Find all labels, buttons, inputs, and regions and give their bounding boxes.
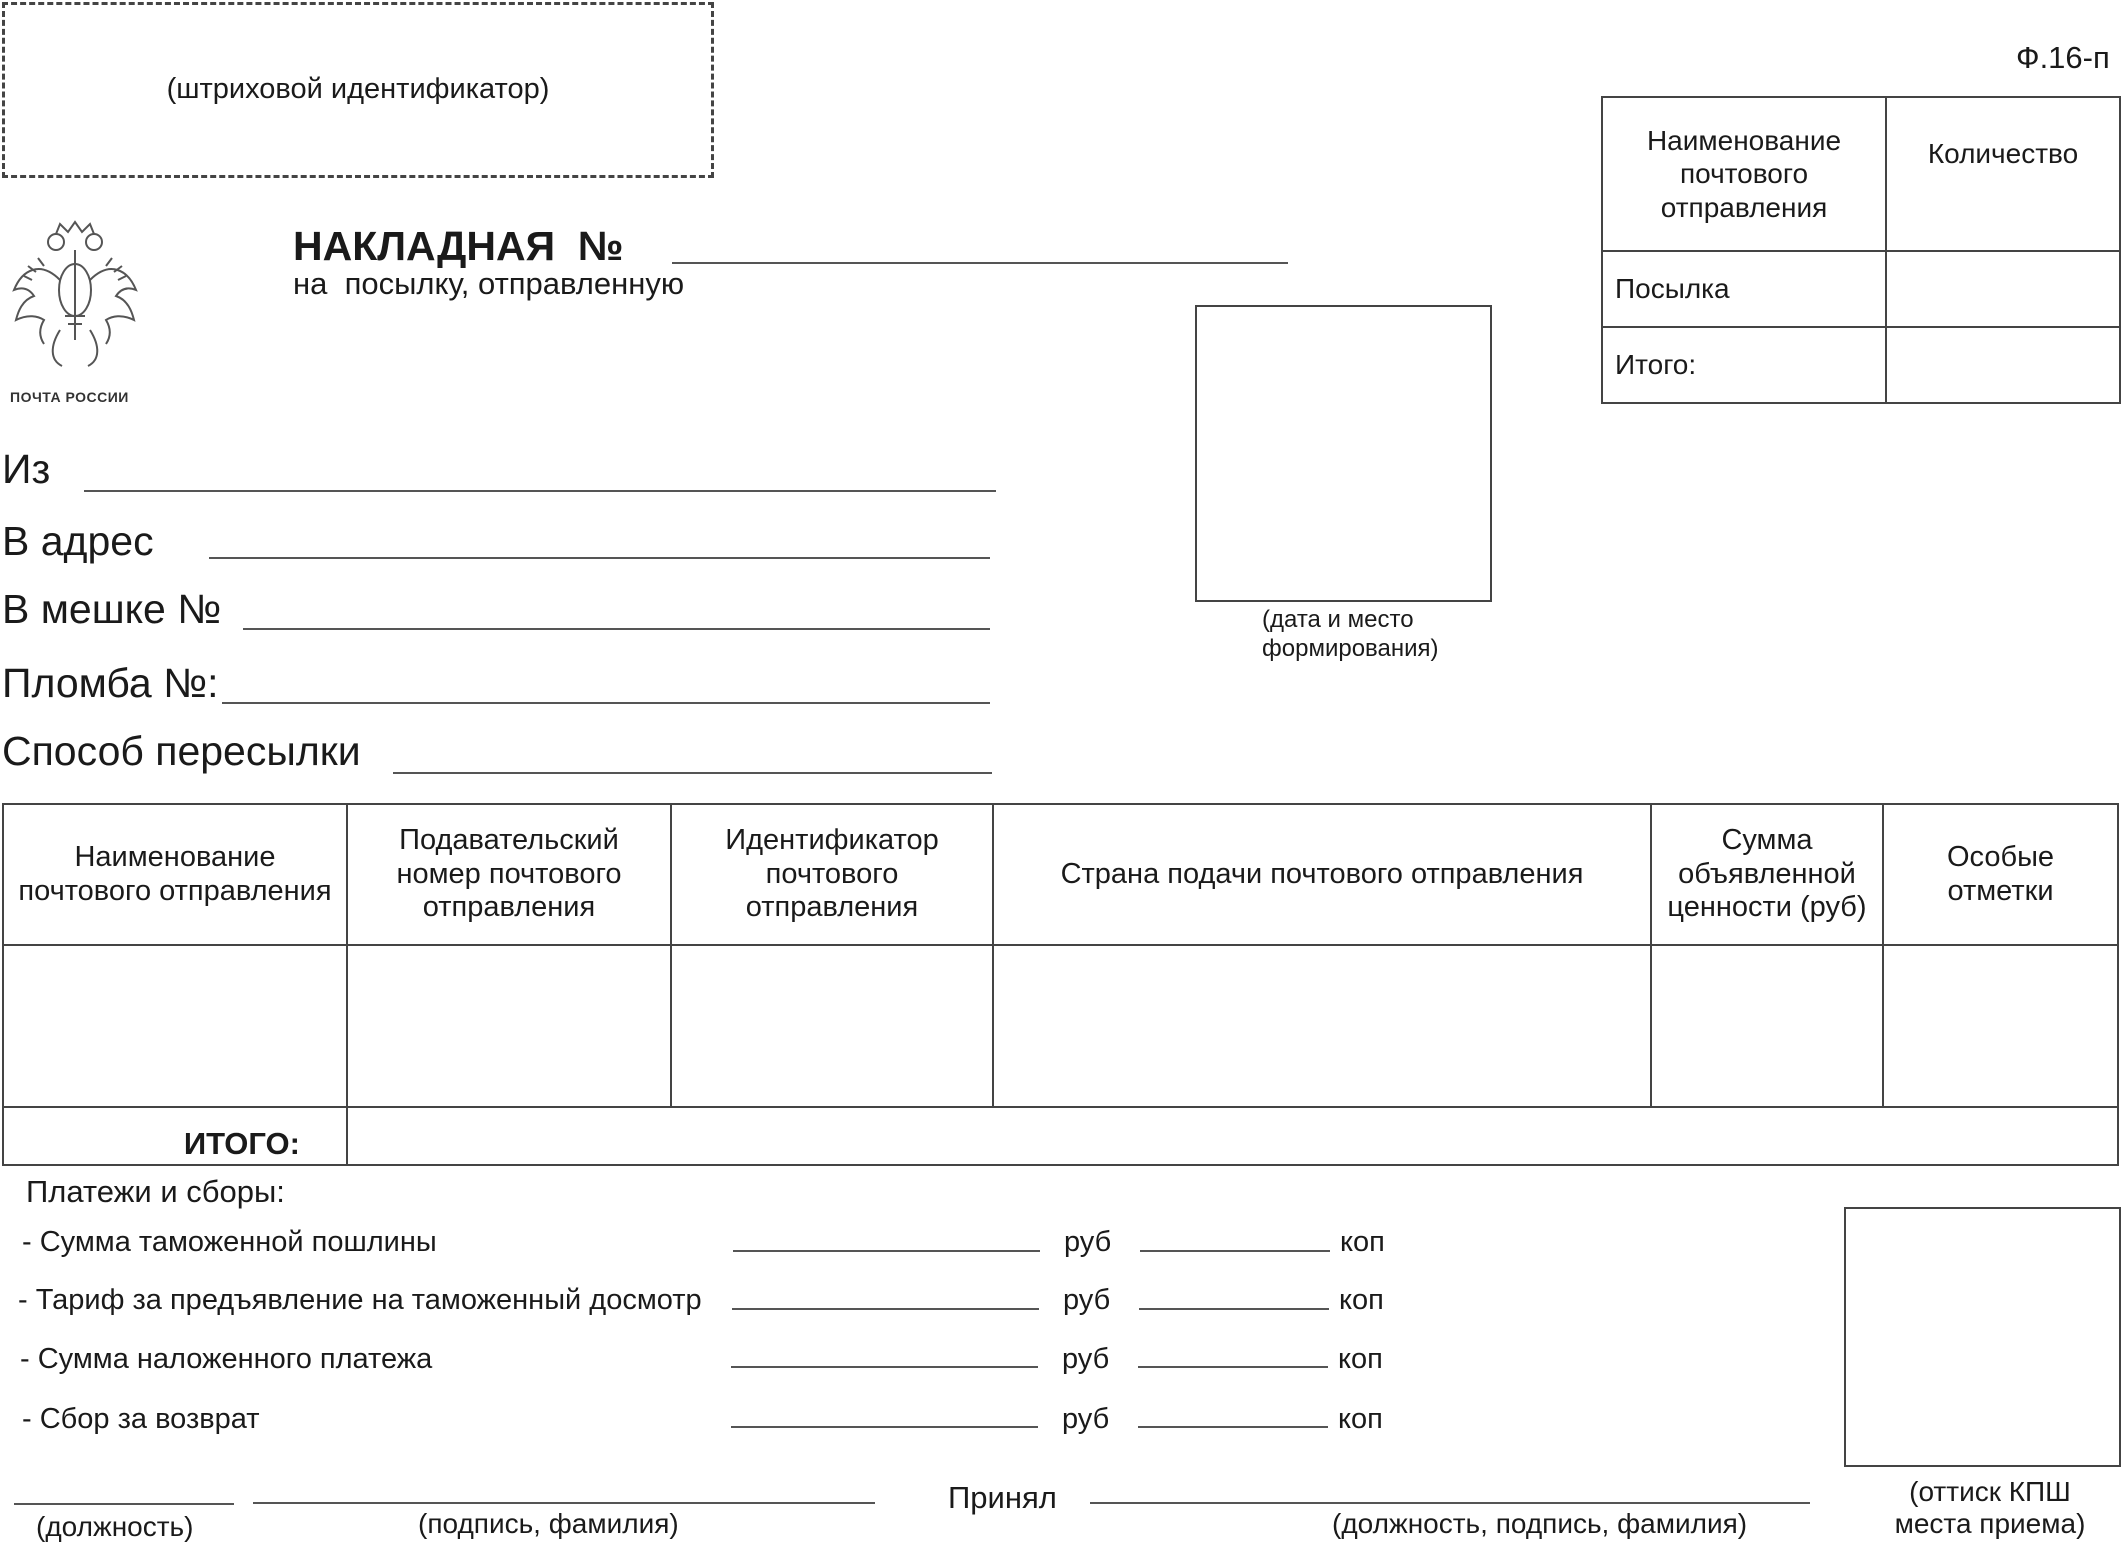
accepted-label: Принял (948, 1480, 1057, 1515)
cod-rub-label: руб (1062, 1343, 1110, 1375)
bag-number-label: В мешке № (2, 586, 222, 632)
col-header-item-name: Наименование почтового отправления (3, 804, 347, 945)
cell-declared-value[interactable] (1651, 945, 1883, 1107)
customs-duty-rub-label: руб (1064, 1226, 1112, 1258)
payment-row-return-fee: - Сбор за возврат (22, 1403, 260, 1435)
cell-item-name[interactable] (3, 945, 347, 1107)
qty-row-parcel-label: Посылка (1602, 251, 1886, 327)
inspection-fee-kop-label: коп (1339, 1284, 1384, 1316)
date-place-caption (1262, 606, 1439, 664)
total-label: ИТОГО: (3, 1107, 347, 1165)
qty-header-count: Количество (1886, 97, 2120, 251)
inspection-fee-rub-line[interactable] (732, 1308, 1039, 1310)
qty-header-name: Наименование почтового отправления (1602, 97, 1886, 251)
shipping-method-label: Способ пересылки (2, 728, 361, 774)
customs-duty-rub-line[interactable] (733, 1250, 1040, 1252)
customs-duty-kop-line[interactable] (1140, 1250, 1330, 1252)
cell-country[interactable] (993, 945, 1651, 1107)
position-line[interactable] (14, 1503, 234, 1505)
cod-kop-line[interactable] (1138, 1366, 1328, 1368)
return-fee-rub-label: руб (1062, 1403, 1110, 1435)
cell-sender-number[interactable] (347, 945, 671, 1107)
signature-name-line[interactable] (253, 1502, 875, 1504)
inspection-fee-rub-label: руб (1063, 1284, 1111, 1316)
shipments-table (2, 803, 2119, 1166)
russian-post-logo (10, 220, 140, 405)
to-address-line[interactable] (209, 557, 990, 559)
return-fee-kop-line[interactable] (1138, 1426, 1328, 1428)
accepted-caption: (должность, подпись, фамилия) (1332, 1508, 1748, 1539)
payment-row-customs-duty: - Сумма таможенной пошлины (22, 1226, 437, 1258)
total-value-cell[interactable] (347, 1107, 2118, 1165)
logo-caption: ПОЧТА РОССИИ (10, 389, 129, 405)
inspection-fee-kop-line[interactable] (1139, 1308, 1329, 1310)
qty-row-total-label: Итого: (1602, 327, 1886, 403)
bag-number-line[interactable] (243, 628, 990, 630)
from-line[interactable] (84, 490, 996, 492)
qty-row-parcel-value[interactable] (1886, 251, 2120, 327)
date-place-caption-line2: формирования) (1262, 634, 1439, 662)
cell-identifier[interactable] (671, 945, 993, 1107)
form-code: Ф.16-п (2016, 40, 2110, 75)
seal-number-line[interactable] (222, 702, 990, 704)
acceptance-stamp-caption (1880, 1476, 2100, 1540)
acceptance-stamp-caption-line1: (оттиск КПШ (1909, 1476, 2071, 1507)
payments-title: Платежи и сборы: (26, 1174, 285, 1209)
col-header-country: Страна подачи почтового отправления (993, 804, 1651, 945)
to-address-label: В адрес (2, 518, 154, 564)
barcode-box (2, 2, 714, 178)
payment-row-inspection-fee: - Тариф за предъявление на таможенный досмотр (18, 1284, 702, 1316)
return-fee-rub-line[interactable] (731, 1426, 1038, 1428)
document-title: НАКЛАДНАЯ № (293, 223, 624, 269)
col-header-declared-value: Сумма объявленной ценности (руб) (1651, 804, 1883, 945)
col-header-sender-number: Подавательский номер почтового отправления (347, 804, 671, 945)
seal-number-label: Пломба №: (2, 660, 219, 706)
payment-row-cod: - Сумма наложенного платежа (20, 1343, 433, 1375)
col-header-special-notes: Особые отметки (1883, 804, 2118, 945)
cod-rub-line[interactable] (731, 1366, 1038, 1368)
cell-special-notes[interactable] (1883, 945, 2118, 1107)
return-fee-kop-label: коп (1338, 1403, 1383, 1435)
barcode-label: (штриховой идентификатор) (166, 73, 550, 105)
double-headed-eagle-icon (10, 220, 140, 370)
document-subtitle: на посылку, отправленную (293, 266, 685, 301)
quantity-table (1601, 96, 2121, 404)
customs-duty-kop-label: коп (1340, 1226, 1385, 1258)
position-caption: (должность) (36, 1511, 194, 1542)
signature-name-caption: (подпись, фамилия) (418, 1508, 679, 1539)
from-label: Из (2, 446, 51, 492)
qty-row-total-value[interactable] (1886, 327, 2120, 403)
col-header-identifier: Идентификатор почтового отправления (671, 804, 993, 945)
date-place-stamp-box (1195, 305, 1492, 602)
date-place-caption-line1: (дата и место (1262, 606, 1414, 633)
acceptance-stamp-caption-line2: места приема) (1894, 1508, 2086, 1540)
acceptance-stamp-box (1844, 1207, 2121, 1467)
shipping-method-line[interactable] (393, 772, 992, 774)
invoice-number-line[interactable] (672, 262, 1288, 264)
cod-kop-label: коп (1338, 1343, 1383, 1375)
accepted-line[interactable] (1090, 1502, 1810, 1504)
